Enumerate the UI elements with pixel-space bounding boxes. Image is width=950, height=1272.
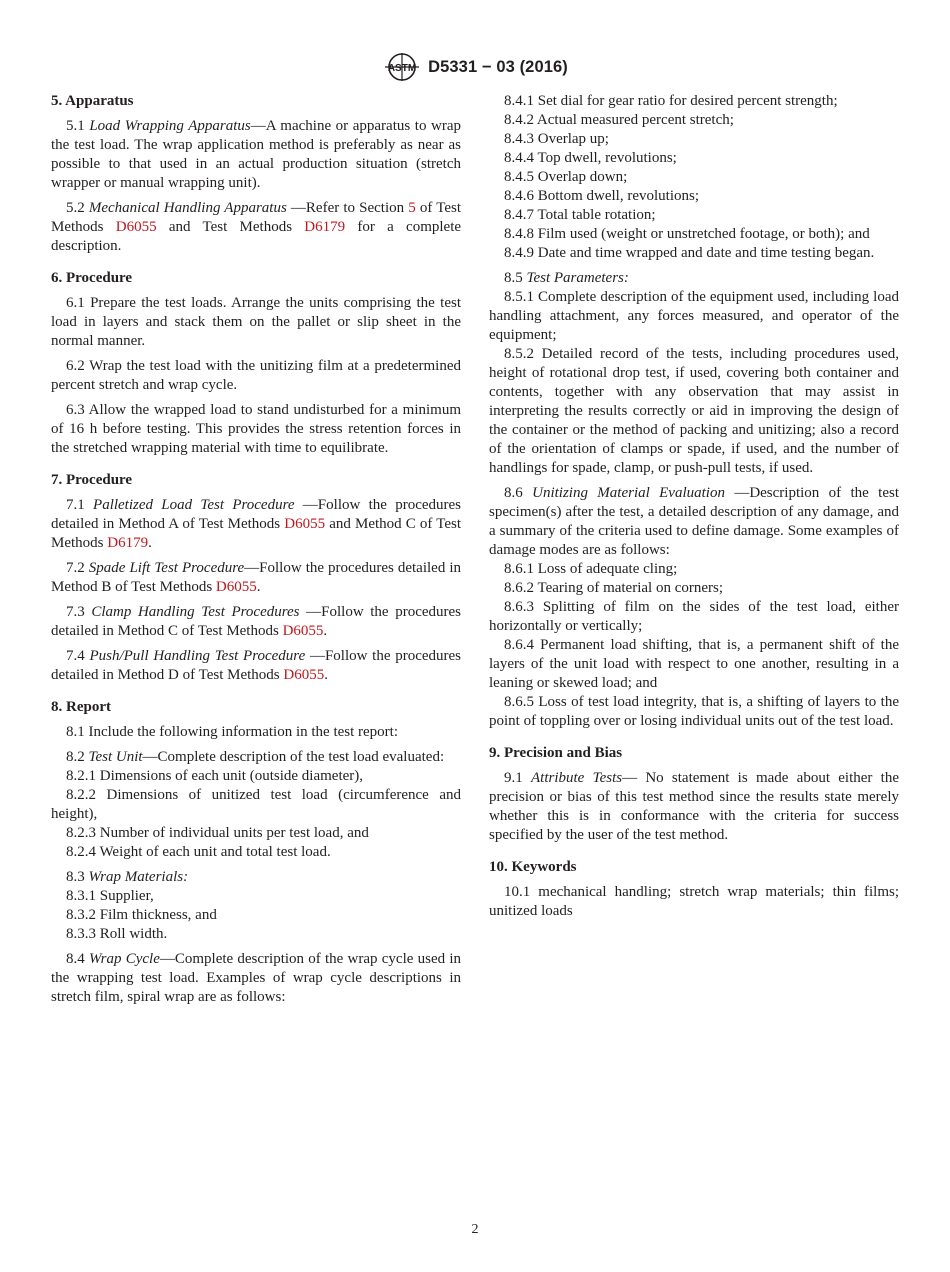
section-link[interactable]: 5 (408, 200, 416, 216)
list-item: 8.6.4 Permanent load shifting, that is, a permanent shift of the layers of the unit load with respect to one another, resulting in a leaning or skewed load; and (489, 637, 899, 691)
standard-link[interactable]: D6179 (107, 535, 149, 551)
list-item: 8.2.2 Dimensions of unitized test load (circumference and height), (51, 787, 461, 822)
list-item: 8.6.1 Loss of adequate cling; (504, 561, 678, 577)
list-item: 8.4.2 Actual measured percent stretch; (504, 112, 734, 128)
right-column (489, 92, 899, 921)
standard-link[interactable]: D6055 (284, 516, 326, 532)
paragraph-8-3: 8.3 Wrap Materials: (66, 869, 189, 885)
document-designation: D5331 − 03 (2016) (428, 57, 568, 76)
list-item: 8.4.8 Film used (weight or unstretched footage, or both); and (504, 226, 870, 242)
paragraph-5-1: 5.1 Load Wrapping Apparatus—A machine or apparatus to wrap the test load. The wrap application method is preferably as near as possible to that used in an actual production situation (stretch wrapper or manual wrapping unit). (51, 118, 462, 191)
paragraph-8-6: 8.6 Unitizing Material Evaluation —Description of the test specimen(s) after the test, a detailed description of any damage, and a summary of the criteria used to define damage. Some examples of damage modes are as follows: (489, 485, 900, 558)
paragraph-6-3: 6.3 Allow the wrapped load to stand undisturbed for a minimum of 16 h before testing. This provides the stress retention forces in the stretched wrapping material with time to equilibrate. (51, 402, 461, 456)
paragraph-10-1: 10.1 mechanical handling; stretch wrap materials; thin films; unitized loads (489, 884, 899, 919)
standard-link[interactable]: D6055 (115, 219, 157, 235)
section-heading: 5. Apparatus (51, 93, 134, 109)
list-item: 8.4.9 Date and time wrapped and date and time testing began. (504, 245, 875, 261)
list-item: 8.4.4 Top dwell, revolutions; (504, 150, 677, 166)
list-item: 8.5.1 Complete description of the equipment used, including load handling attachment, any forces measured, and operator of the equipment; (489, 289, 899, 343)
astm-logo-icon (382, 52, 422, 82)
page-number: 2 (471, 1222, 479, 1237)
list-item: 8.4.1 Set dial for gear ratio for desired percent strength; (504, 93, 838, 109)
paragraph-8-4: 8.4 Wrap Cycle—Complete description of the wrap cycle used in the wrapping test load. Examples of wrap cycle descriptions in stretch film, spiral wrap are as follows: (51, 951, 461, 1005)
left-column (51, 92, 461, 1007)
list-item: 8.6.5 Loss of test load integrity, that is, a shifting of layers to the point of toppling over or losing individual units out of the test load. (489, 694, 899, 729)
paragraph-8-5: 8.5 Test Parameters: (504, 270, 629, 286)
page-header (0, 52, 950, 87)
list-item: 8.4.5 Overlap down; (504, 169, 628, 185)
list-item: 8.2.1 Dimensions of each unit (outside diameter), (66, 768, 364, 784)
list-item: 8.3.3 Roll width. (66, 926, 168, 942)
standard-link[interactable]: D6179 (304, 219, 346, 235)
list-item: 8.4.6 Bottom dwell, revolutions; (504, 188, 699, 204)
paragraph-7-1: 7.1 Palletized Load Test Procedure —Follow the procedures detailed in Method A of Test Methods D6055 and Method C of Test Methods D6179. (51, 497, 462, 551)
section-heading: 7. Procedure (51, 472, 133, 488)
list-item: 8.4.3 Overlap up; (504, 131, 609, 147)
list-item: 8.6.3 Splitting of film on the sides of the test load, either horizontally or vertically; (489, 599, 899, 634)
list-item: 8.3.2 Film thickness, and (66, 907, 217, 923)
list-item: 8.2.3 Number of individual units per test load, and (66, 825, 369, 841)
paragraph-7-2: 7.2 Spade Lift Test Procedure—Follow the procedures detailed in Method B of Test Methods D6055. (51, 560, 462, 595)
standard-link[interactable]: D6055 (283, 667, 325, 683)
paragraph-8-1: 8.1 Include the following information in the test report: (66, 724, 399, 740)
standard-link[interactable]: D6055 (215, 579, 257, 595)
section-heading: 6. Procedure (51, 270, 133, 286)
paragraph-8-2: 8.2 Test Unit—Complete description of the test load evaluated: (66, 749, 445, 765)
list-item: 8.4.7 Total table rotation; (504, 207, 656, 223)
list-item: 8.6.2 Tearing of material on corners; (504, 580, 724, 596)
list-item: 8.2.4 Weight of each unit and total test load. (66, 844, 331, 860)
paragraph-7-4: 7.4 Push/Pull Handling Test Procedure —Follow the procedures detailed in Method D of Test Methods D6055. (51, 648, 462, 683)
list-item: 8.3.1 Supplier, (66, 888, 154, 904)
paragraph-6-1: 6.1 Prepare the test loads. Arrange the units comprising the test load in layers and stack them on the pallet or slip sheet in the normal manner. (51, 295, 461, 349)
section-heading: 8. Report (51, 699, 111, 715)
logo-text: ASTM (387, 63, 417, 74)
standard-link[interactable]: D6055 (282, 623, 324, 639)
paragraph-6-2: 6.2 Wrap the test load with the unitizing film at a predetermined percent stretch and wrap cycle. (51, 358, 461, 393)
paragraph-5-2: 5.2 Mechanical Handling Apparatus —Refer to Section 5 of Test Methods D6055 and Test Methods D6179 for a complete description. (51, 200, 462, 254)
paragraph-9-1: 9.1 Attribute Tests— No statement is made about either the precision or bias of this test method since the results state merely whether this is in conformance with the criteria for success specified by the user of the test method. (489, 770, 899, 843)
paragraph-7-3: 7.3 Clamp Handling Test Procedures —Follow the procedures detailed in Method C of Test Methods D6055. (51, 604, 461, 639)
list-item: 8.5.2 Detailed record of the tests, including procedures used, height of rotational drop test, if used, covering both container and contents, together with any observation that may assist in interpreting the results correctly or aid in improving the design of the container or the method of packing and unitizing; also a record of the orientation of clamps or spade, if used, and the number of handlings for spade, clamp, or push-pull tests, if used. (489, 346, 899, 476)
section-heading: 10. Keywords (489, 859, 577, 875)
section-heading: 9. Precision and Bias (489, 745, 623, 761)
